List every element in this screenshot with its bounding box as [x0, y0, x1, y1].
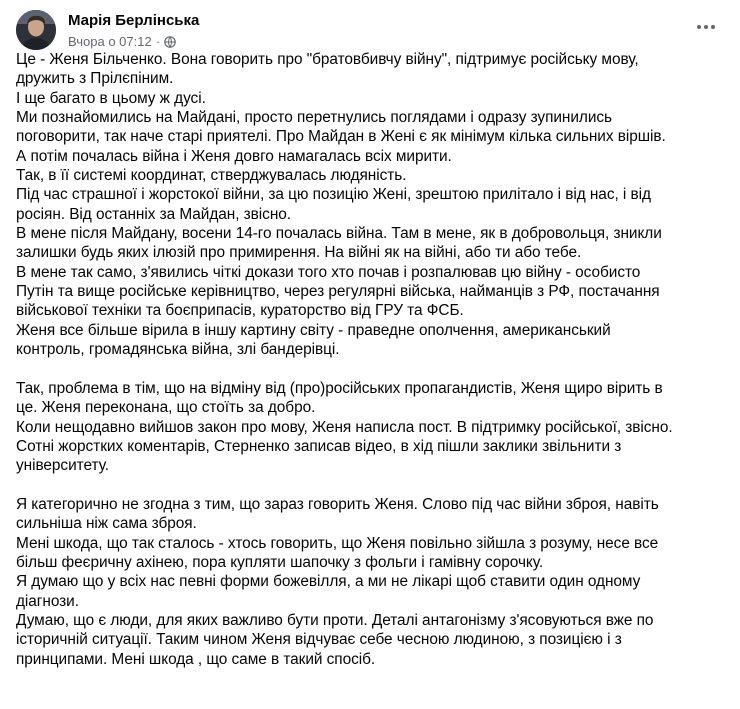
- author-avatar[interactable]: [16, 10, 56, 50]
- post-line: Під час страшної і жорстокої війни, за цю позицію Жені, зрештою прилітало і від нас, і від: [16, 186, 651, 204]
- post-line: це. Женя переконана, що стоїть за добро.: [16, 399, 316, 417]
- avatar-photo-icon: [16, 10, 56, 50]
- more-dot: [711, 25, 715, 29]
- post-paragraph-2: [16, 379, 728, 476]
- post-line: Я категорично не згодна з тим, що зараз говорить Женя. Слово під час війни зброя, навіть: [16, 495, 659, 513]
- post-line: більш феєричну ахінею, пора купляти шапочку з фольги і гамівну сорочку.: [16, 553, 544, 571]
- post-line: контроль, громадянська війна, злі бандерівці.: [16, 341, 340, 359]
- post-body: [16, 50, 728, 669]
- post-line: історичній ситуації. Таким чином Женя відчуває себе чесною людиною, з позицією і з: [16, 631, 622, 649]
- post-line: Женя все більше вірила в іншу картину світу - праведне ополчення, американський: [16, 321, 611, 339]
- post-line: поговорити, так наче старі приятелі. Про Майдан в Жені є як мінімум кілька сильних віршів.: [16, 128, 666, 146]
- post-line: військової техніки та боєприпасів, кураторство від ГРУ та ФСБ.: [16, 302, 464, 320]
- post-line: Це - Женя Більченко. Вона говорить про "братовбивчу війну", підтримує російську мову,: [16, 51, 639, 68]
- post-paragraph-3: [16, 495, 728, 669]
- post-line: Думаю, що є люди, для яких важливо бути проти. Деталі антагонізму з'ясовуються вже по: [16, 611, 654, 629]
- post-meta: [68, 34, 176, 49]
- post-line: Мені шкода, що так сталось - хтось говорить, що Женя повільно зійшла з розуму, несе все: [16, 534, 659, 552]
- post-line: І ще багато в цьому ж дусі.: [16, 89, 206, 107]
- more-dot: [697, 25, 701, 29]
- post-line: Путін та вище російське керівництво, через регулярні війська, найманців з РФ, постачання: [16, 283, 660, 301]
- post-line: Так, в її системі координат, стверджувалась людяність.: [16, 167, 407, 185]
- more-options-icon[interactable]: [692, 16, 720, 38]
- post-line: росіян. Від останніх за Майдан, звісно.: [16, 205, 292, 223]
- post-line: Коли нещодавно вийшов закон про мову, Женя написла пост. В підтримку російської, звісно.: [16, 418, 673, 436]
- post-line: В мене так само, з'явились чіткі докази того хто почав і розпалював цю війну - особисто: [16, 263, 641, 281]
- post-line: А потім почалась війна і Женя довго намагалась всіх мирити.: [16, 147, 452, 165]
- post-line: дружить з Прілєпіним.: [16, 70, 174, 88]
- author-name[interactable]: Марія Берлінська: [68, 12, 200, 29]
- post-line: Ми познайомились на Майдані, просто перетнулись поглядами і одразу зупинились: [16, 109, 612, 127]
- post-line: університету.: [16, 457, 109, 475]
- post-line: В мене після Майдану, восени 14-го почалась війна. Там в мене, як в добровольця, зникли: [16, 225, 662, 243]
- more-dot: [704, 25, 708, 29]
- post-timestamp[interactable]: Вчора о 07:12: [68, 34, 152, 49]
- post-line: Я думаю що у всіх нас певні форми божевілля, а ми не лікарі щоб ставити один одному: [16, 573, 641, 591]
- post-line: Так, проблема в тім, що на відміну від (про)російських пропагандистів, Женя щиро вірить в: [16, 379, 663, 397]
- globe-icon[interactable]: [164, 36, 176, 48]
- post-line: Сотні жорстких коментарів, Стерненко записав відео, в хід пішли заклики звільнити з: [16, 437, 622, 455]
- meta-separator: ·: [155, 34, 161, 49]
- post-line: діагнози.: [16, 592, 79, 610]
- post-paragraph-1: [16, 50, 728, 360]
- post-line: принципами. Мені шкода , що саме в такий спосіб.: [16, 650, 376, 668]
- post-line: залишки будь яких ілюзій про примирення. На війні як на війні, або ти або тебе.: [16, 244, 582, 262]
- post-line: сильніша ніж сама зброя.: [16, 515, 197, 533]
